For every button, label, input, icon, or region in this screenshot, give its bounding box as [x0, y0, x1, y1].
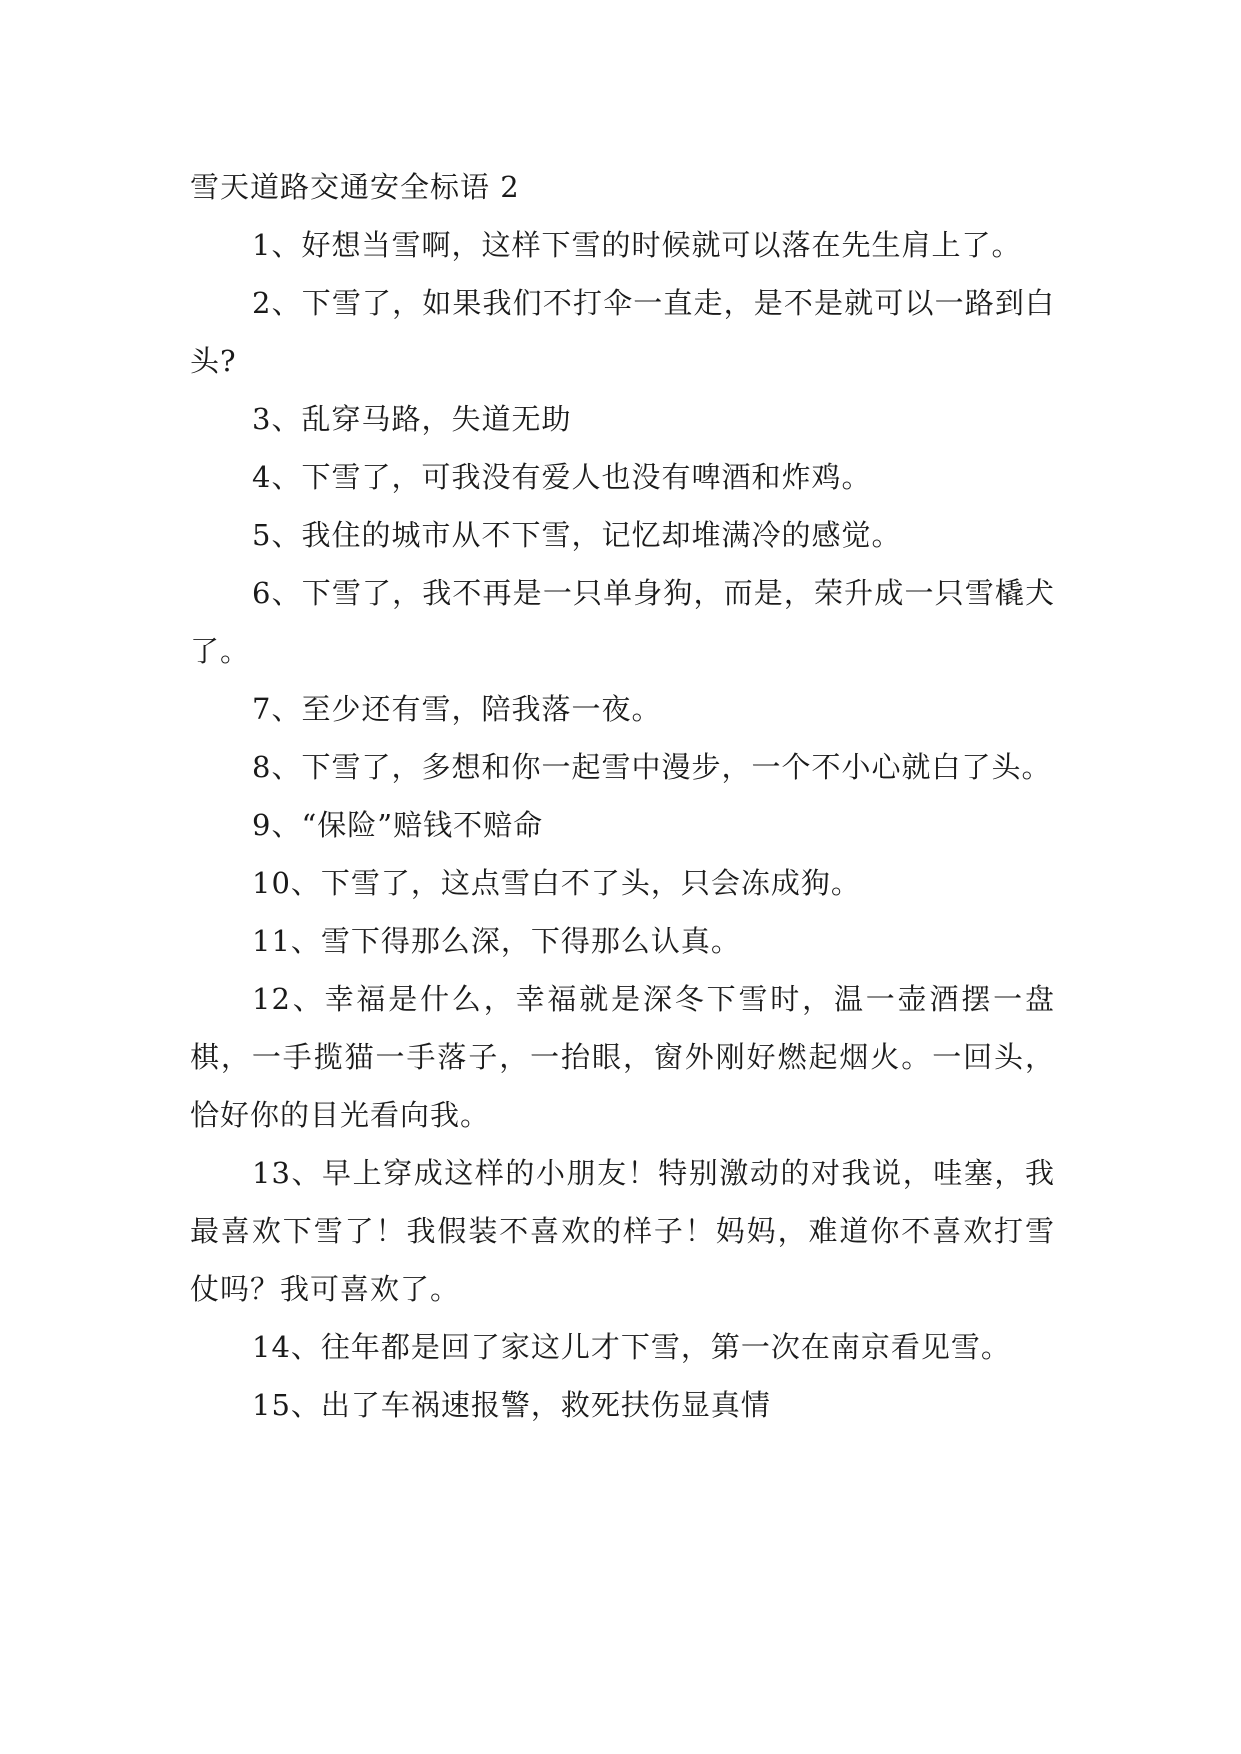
slogan-item-10: 10、下雪了，这点雪白不了头，只会冻成狗。	[252, 866, 861, 900]
slogan-item-11: 11、雪下得那么深，下得那么认真。	[252, 924, 741, 958]
document-title: 雪天道路交通安全标语 2	[190, 170, 520, 204]
slogan-item-5: 5、我住的城市从不下雪，记忆却堆满冷的感觉。	[252, 518, 902, 552]
slogan-item-2: 2、下雪了，如果我们不打伞一直走，是不是就可以一路到白头?	[190, 286, 1055, 378]
slogan-item-6: 6、下雪了，我不再是一只单身狗，而是，荣升成一只雪橇犬了。	[190, 576, 1055, 668]
slogan-item-3: 3、乱穿马路，失道无助	[252, 402, 572, 436]
slogan-item-8: 8、下雪了，多想和你一起雪中漫步，一个不小心就白了头。	[252, 750, 1052, 784]
slogan-item-7: 7、至少还有雪，陪我落一夜。	[252, 692, 662, 726]
slogan-item-15: 15、出了车祸速报警，救死扶伤显真情	[252, 1388, 771, 1422]
document-body	[190, 158, 1055, 1434]
slogan-item-14: 14、往年都是回了家这儿才下雪，第一次在南京看见雪。	[252, 1330, 1011, 1364]
slogan-item-12: 12、幸福是什么，幸福就是深冬下雪时，温一壶酒摆一盘棋，一手揽猫一手落子，一抬眼，窗外刚好燃起烟火。一回头，恰好你的目光看向我。	[190, 982, 1055, 1132]
slogan-item-4: 4、下雪了，可我没有爱人也没有啤酒和炸鸡。	[252, 460, 872, 494]
slogan-item-9: 9、“保险”赔钱不赔命	[252, 808, 544, 842]
slogan-item-13: 13、早上穿成这样的小朋友！特别激动的对我说，哇塞，我最喜欢下雪了！我假装不喜欢的样子！妈妈，难道你不喜欢打雪仗吗？我可喜欢了。	[190, 1156, 1055, 1306]
slogan-item-1: 1、好想当雪啊，这样下雪的时候就可以落在先生肩上了。	[252, 228, 1022, 262]
